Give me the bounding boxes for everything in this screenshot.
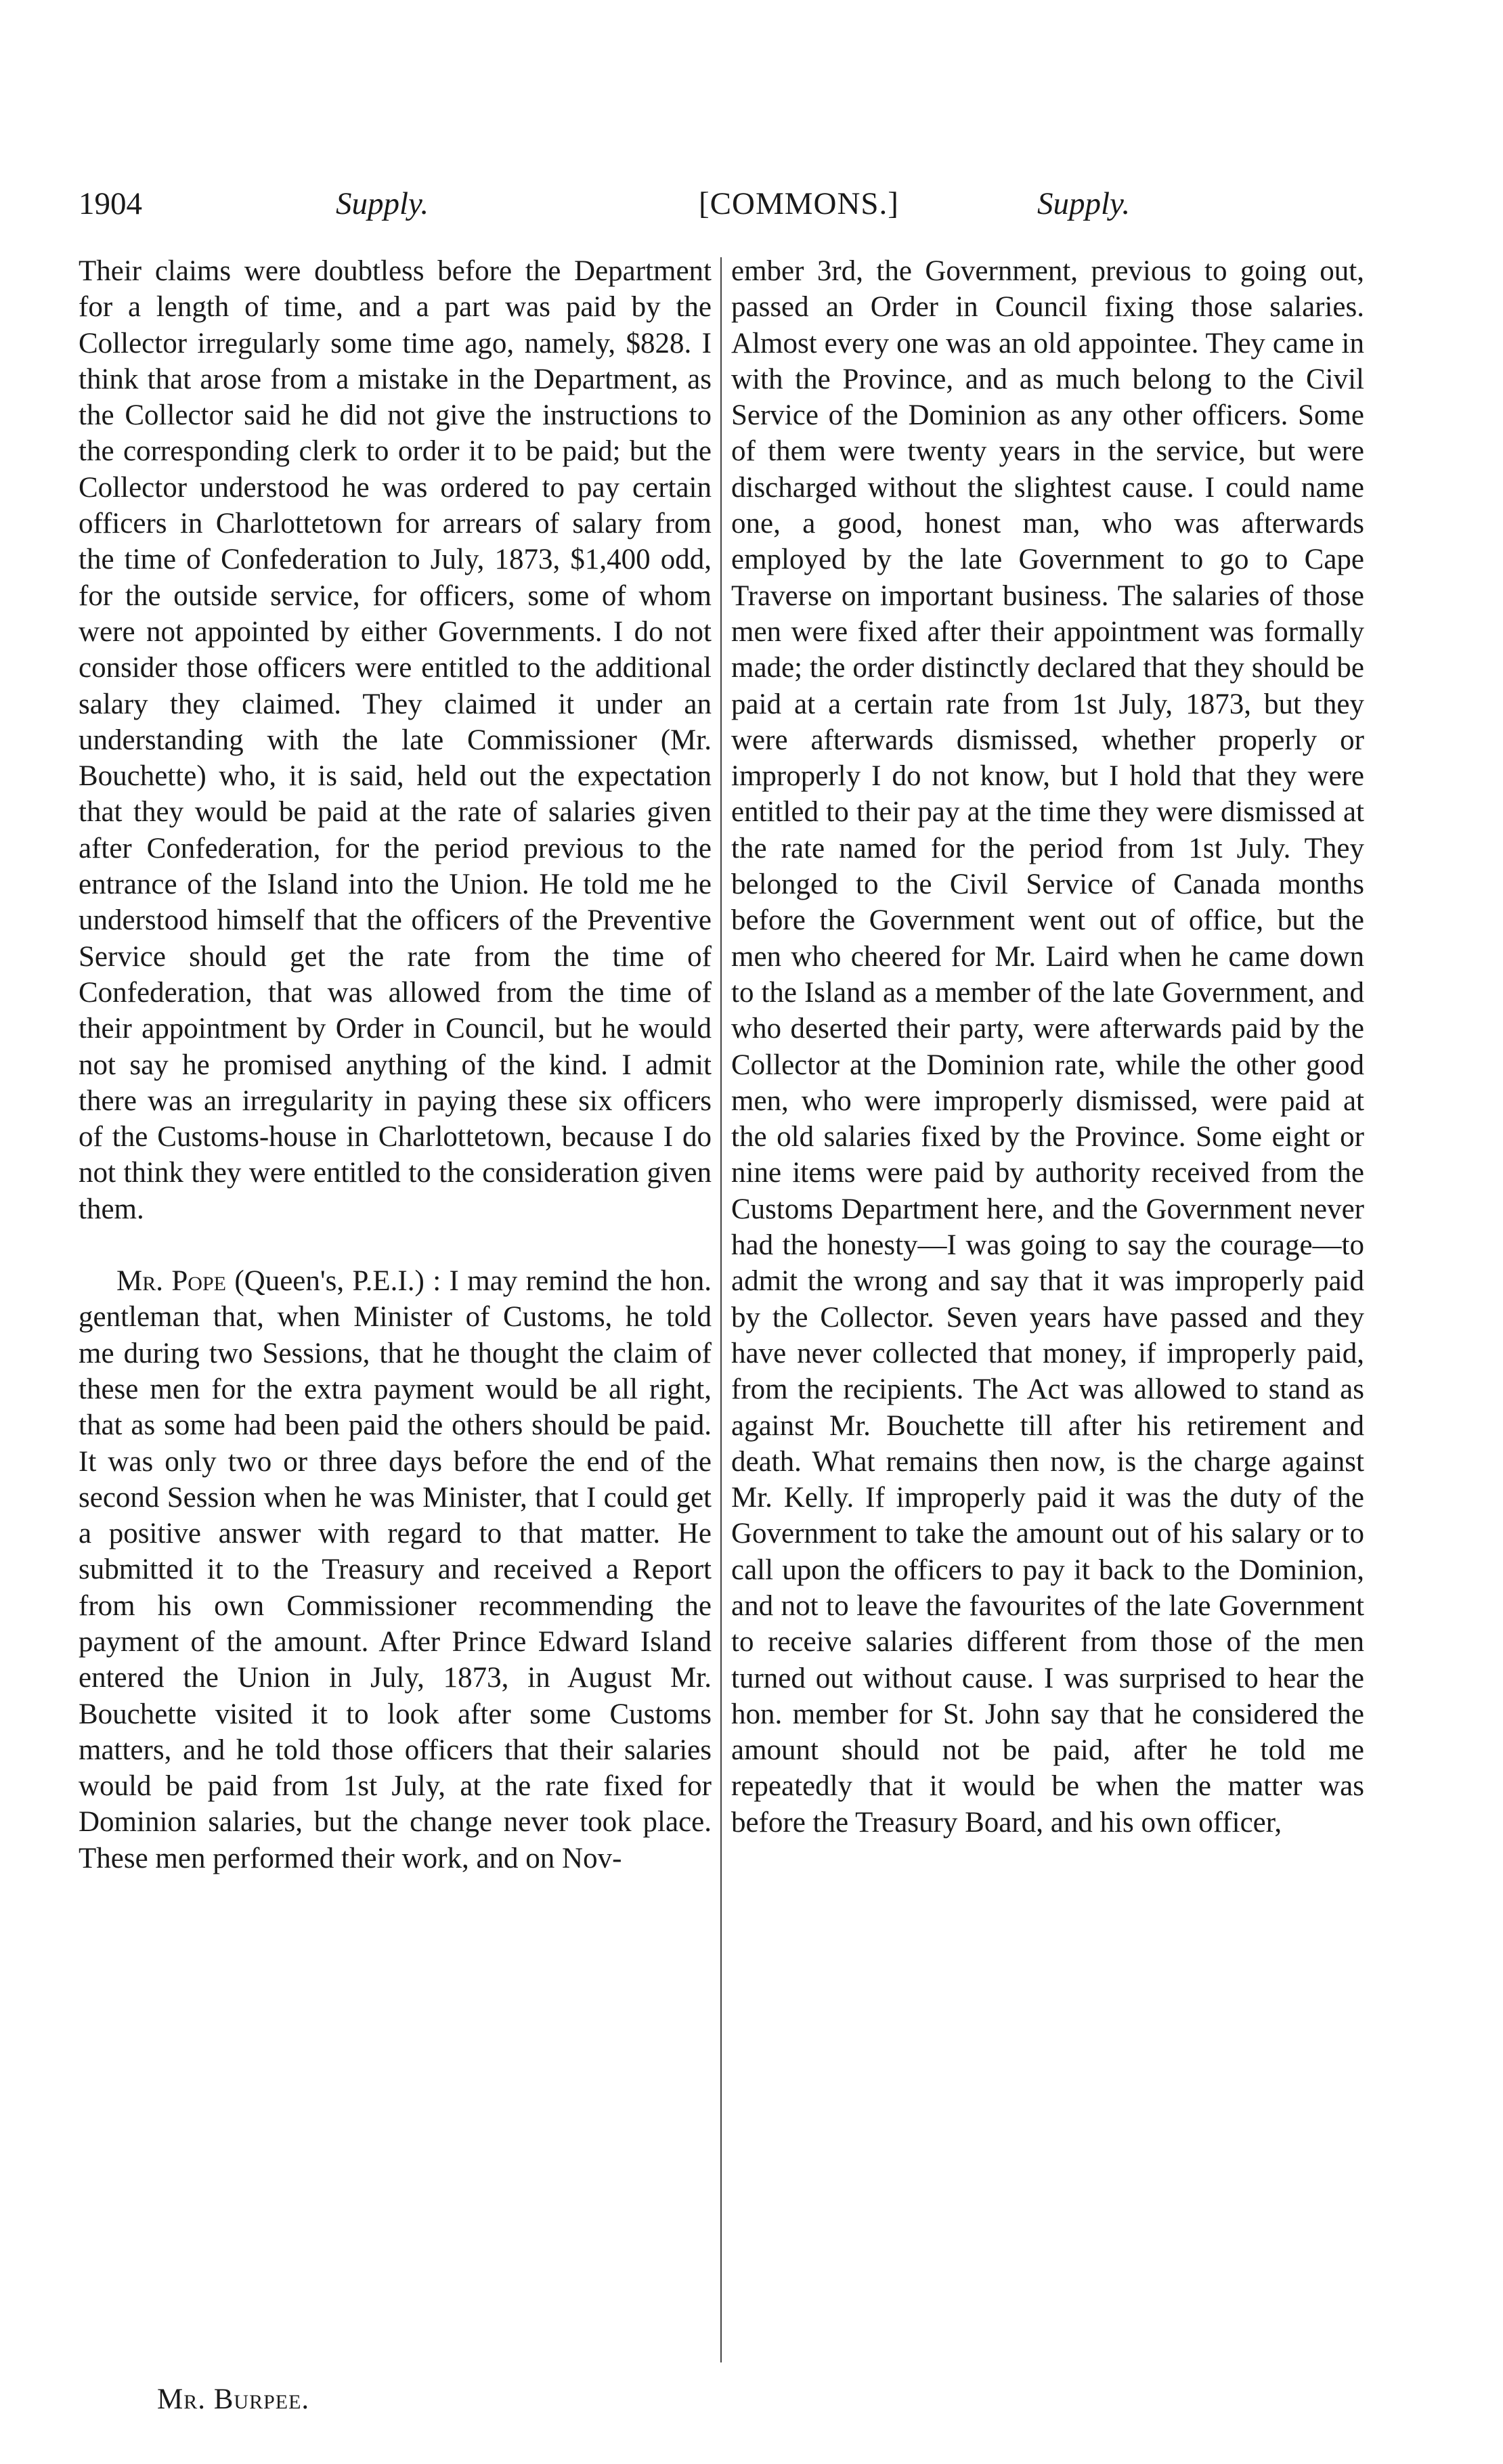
speech-text: (Queen's, P.E.I.) : I may remind the hon. gentleman that, when Minister of Customs, he told me during two Sessions, that he thought the claim of these men for the extra payment would be all right, that as some had been paid the others should be paid. It was only two or three days before the end of the second Session when he was Minister, that I could get a positive answer with regard to that matter. He submitted it to the Treasury and received a Report from his own Commissioner recommending the payment of the amount. After Prince Edward Island entered the Union in July, 1873, in August Mr. Bouchette visited it to look after some Customs matters, and he told those officers that their salaries would be paid from 1st July, at the rate fixed for Dominion salaries, but the change never took place. These men performed their work, and on Nov- — [79, 1265, 712, 1874]
page-number: 1904 — [79, 186, 142, 221]
left-column — [79, 253, 712, 1876]
running-title-right: Supply. — [1037, 186, 1131, 221]
speech-paragraph — [79, 1263, 712, 1876]
speaker-name: Mr. Pope — [116, 1265, 226, 1298]
column-divider — [720, 257, 722, 2362]
footer-catchword: Mr. Burpee. — [157, 2383, 310, 2415]
chamber-label: [COMMONS.] — [699, 186, 899, 221]
continued-speech: ember 3rd, the Government, previous to going out, passed an Order in Council fixing those salaries. Almost every one was an old appointee. They came in with the Province, and as much belong to the Civil Service of the Dominion as any other officers. Some of them were twenty years in the service, but were discharged without the slightest cause. I could name one, a good, honest man, who was afterwards employed by the late Government to go to Cape Traverse on important business. The salaries of those men were fixed after their appointment was formally made; the order distinctly declared that they should be paid at a certain rate from 1st July, 1873, but they were afterwards dismissed, whether properly or improperly I do not know, but I hold that they were entitled to their pay at the time they were dismissed at the rate named for the period from 1st July. They belonged to the Civil Service of Canada months before the Government went out of office, but the men who cheered for Mr. Laird when he came down to the Island as a member of the late Government, and who deserted their party, were afterwards paid by the Collector at the Dominion rate, while the other good men, who were improperly dismissed, were paid at the old salaries fixed by the Province. Some eight or nine items were paid by authority received from the Customs Department here, and the Government never had the honesty—I was going to say the courage—to admit the wrong and say that it was improperly paid by the Collector. Seven years have passed and they have never collected that money, if improperly paid, from the recipients. The Act was allowed to stand as against Mr. Bouchette till after his retirement and death. What remains then now, is the charge against Mr. Kelly. If improperly paid it was the duty of the Government to take the amount out of his salary or to call upon the officers to pay it back to the Dominion, and not to leave the favourites of the late Government to receive salaries different from those of the men turned out without cause. I was surprised to hear the hon. member for St. John say that he considered the amount should not be paid, after he told me repeatedly that it would be when the matter was before the Treasury Board, and his own officer, — [731, 255, 1364, 1839]
continued-paragraph: Their claims were doubtless before the Department for a length of time, and a part was paid by the Collector irregularly some time ago, namely, $828. I think that arose from a mistake in the Department, as the Collector said he did not give the instructions to the corresponding clerk to order it to be paid; but the Collector understood he was ordered to pay certain officers in Charlottetown for arrears of salary from the time of Confederation to July, 1873, $1,400 odd, for the outside service, for officers, some of whom were not appointed by either Governments. I do not consider those officers were entitled to the additional salary they claimed. They claimed it under an understanding with the late Commissioner (Mr. Bouchette) who, it is said, held out the expectation that they would be paid at the rate of salaries given after Confederation, for the period previous to the entrance of the Island into the Union. He told me he understood himself that the officers of the Preventive Service should get the rate from the time of Confederation, that was allowed from the time of their appointment by Order in Council, but he would not say he promised anything of the kind. I admit there was an irregularity in paying these six officers of the Customs-house in Charlottetown, because I do not think they were entitled to the consideration given them. — [79, 255, 712, 1225]
running-title-left: Supply. — [336, 186, 429, 221]
page-header — [79, 180, 1426, 227]
right-column — [731, 253, 1364, 1841]
